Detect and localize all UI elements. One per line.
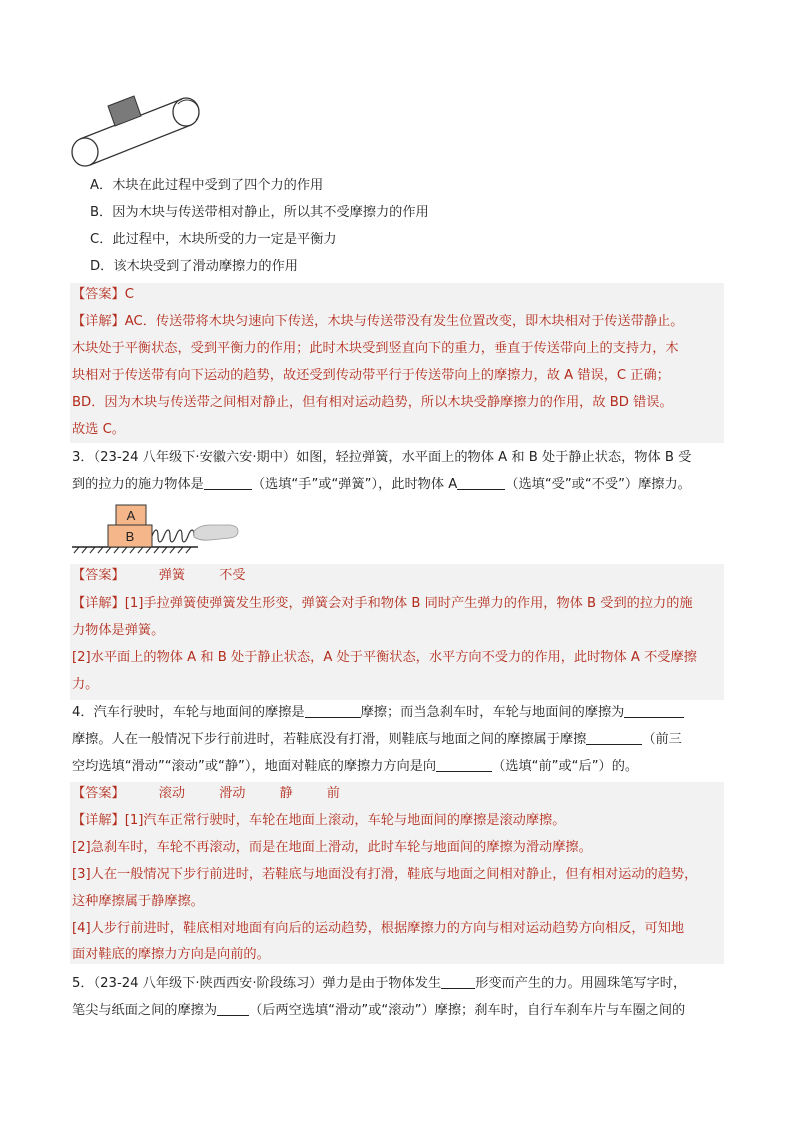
detail-label: 【详解】 — [72, 813, 125, 828]
q4-line-1: 4．汽车行驶时，车轮与地面间的摩擦是 摩擦；而当急刹车时，车轮与地面间的摩擦为 — [72, 704, 724, 722]
blank[interactable] — [457, 476, 505, 490]
q2-detail-line-2: 木块处于平衡状态，受到平衡力的作用；此时木块受到竖直向下的重力，垂直于传送带向上的支持力，木 — [72, 341, 679, 356]
q3-detail-line-1: 【详解】[1]手拉弹簧使弹簧发生形变，弹簧会对手和物体 B 同时产生弹力的作用，物体 B 受到的拉力的施 — [72, 596, 693, 611]
q5-line-1: 5．（23-24 八年级下·陕西西安·阶段练习）弹力是由于物体发生 形变而产生的力。用圆珠笔写字时， — [72, 976, 687, 991]
option-b: B．因为木块与传送带相对静止，所以其不受摩擦力的作用 — [90, 205, 429, 220]
q3-line-1: 3．（23-24 八年级下·安徽六安·期中）如图，轻拉弹簧，水平面上的物体 A 和 B 处于静止状态，物体 B 受 — [72, 450, 692, 465]
spring-block-figure — [70, 503, 242, 555]
q3-detail-line-4: 力。 — [72, 677, 99, 692]
label-b: B — [125, 529, 135, 544]
q3-detail-line-2: 力物体是弹簧。 — [72, 623, 165, 638]
option-d: D．该木块受到了滑动摩擦力的作用 — [90, 259, 298, 274]
blank[interactable] — [217, 1002, 249, 1016]
q3-detail-line-3: [2]水平面上的物体 A 和 B 处于静止状态，A 处于平衡状态，水平方向不受力的作用，此时物体 A 不受摩擦 — [72, 650, 697, 665]
q5-line-2: 笔尖与纸面之间的摩擦为 （后两空选填“滑动”或“滚动”）摩擦；刹车时，自行车刹车片与车圈之间的 — [72, 1003, 686, 1018]
q2-detail-line-4: BD．因为木块与传送带之间相对静止，但有相对运动趋势，所以木块受静摩擦力的作用，故 BD 错误。 — [72, 395, 673, 410]
q3-line-2: 到的拉力的施力物体是 （选填“手”或“弹簧”），此时物体 A （选填“受”或“不受”）摩擦力。 — [72, 477, 691, 492]
q4-detail-line-4: 这种摩擦属于静摩擦。 — [72, 894, 204, 909]
answer-value: C — [124, 287, 134, 302]
blank[interactable] — [204, 476, 252, 490]
q4-line-3: 空均选填“滑动”“滚动”或“静”），地面对鞋底的摩擦力方向是向 （选填“前”或“后”）的。 — [72, 759, 639, 774]
q2-answer-background — [70, 283, 724, 443]
blank[interactable] — [586, 731, 642, 745]
answer-label: 【答案】 — [72, 568, 125, 583]
q2-answer — [72, 286, 724, 304]
answer-label: 【答案】 — [72, 786, 125, 801]
blank[interactable] — [441, 975, 475, 989]
q2-detail-line-5: 故选 C。 — [72, 422, 125, 437]
conveyor-belt-figure — [70, 94, 220, 172]
option-a: A．木块在此过程中受到了四个力的作用 — [90, 178, 324, 193]
q4-detail-line-5: [4]人步行前进时，鞋底相对地面有向后的运动趋势，根据摩擦力的方向与相对运动趋势方向相反，可知地 — [72, 921, 685, 936]
q4-detail-line-6: 面对鞋底的摩擦力方向是向前的。 — [72, 947, 270, 962]
q4-answer: 【答案】 滚动 滑动 静 前 — [72, 786, 340, 801]
answer-label: 【答案】 — [72, 287, 125, 302]
spring — [152, 530, 194, 542]
q3-answer: 【答案】 弹簧 不受 — [72, 568, 246, 583]
q4-line-2: 摩擦。人在一般情况下步行前进时，若鞋底没有打滑，则鞋底与地面之间的摩擦属于摩擦 （前三 — [72, 732, 682, 747]
blank[interactable] — [624, 704, 684, 718]
q4-detail-line-1: 【详解】[1]汽车正常行驶时，车轮在地面上滚动，车轮与地面间的摩擦是滚动摩擦。 — [72, 813, 566, 828]
hand-icon — [194, 525, 238, 540]
blank[interactable] — [305, 704, 361, 718]
label-a: A — [126, 508, 136, 523]
detail-label: 【详解】 — [72, 596, 125, 611]
q2-detail-line-3: 块相对于传送带有向下运动的趋势，故还受到传动带平行于传送带向上的摩擦力，故 A 错误，C 正确； — [72, 368, 670, 383]
q4-detail-line-2: [2]急刹车时，车轮不再滚动，而是在地面上滑动，此时车轮与地面间的摩擦为滑动摩擦。 — [72, 840, 592, 855]
q4-detail-line-3: [3]人在一般情况下步行前进时，若鞋底与地面没有打滑，鞋底与地面之间相对静止，但有相对运动的趋势， — [72, 867, 698, 882]
option-c: C．此过程中，木块所受的力一定是平衡力 — [90, 232, 337, 247]
blank[interactable] — [436, 758, 492, 772]
q2-detail-line-1: 【详解】AC．传送带将木块匀速向下传送，木块与传送带没有发生位置改变，即木块相对于传送带静止。 — [72, 314, 684, 329]
detail-label: 【详解】 — [72, 314, 125, 329]
